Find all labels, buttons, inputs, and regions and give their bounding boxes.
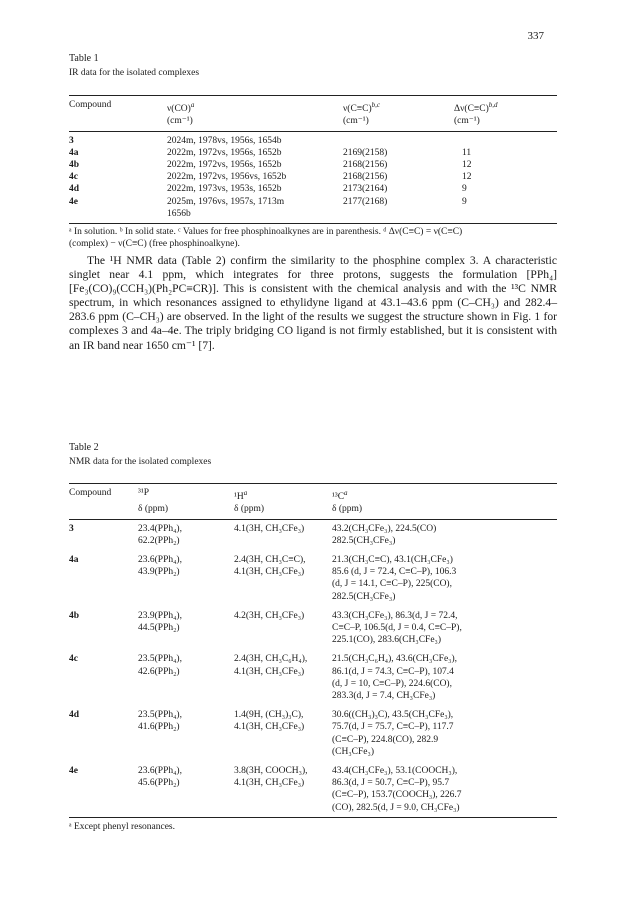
table1-cell-dcc: 9 <box>462 184 467 195</box>
table1-cell-co: 2022m, 1972vs, 1956vs, 1652b <box>167 172 287 183</box>
table-row <box>69 702 557 758</box>
table1-caption <box>69 52 199 80</box>
table2-unit-h: δ (ppm) <box>234 503 332 519</box>
table2-cell-h <box>234 646 332 702</box>
table1-cell-compound: 4c <box>69 172 78 183</box>
table1-cell-compound: 4e <box>69 196 78 207</box>
table1-cell-compound: 3 <box>69 135 74 146</box>
table1-header-co: ν(CO)$^a$ <box>167 96 343 116</box>
cell-line: 23.6(PPh₄), <box>138 766 182 777</box>
cell-line: 2.4(3H, CH₃C₆H₄), <box>234 654 308 665</box>
cell-line: 43.3(CH₃CFe₃), 86.3(d, J = 72.4, <box>332 610 458 621</box>
table1-cell-compound <box>69 208 167 220</box>
cell-line: 62.2(PPh₂) <box>138 535 180 546</box>
cell-line: 4.1(3H, CH₃CFe₃) <box>234 567 305 578</box>
table2-cell-h <box>234 603 332 647</box>
table1-cell-compound: 4b <box>69 159 80 170</box>
table-row <box>69 159 557 171</box>
table1-cell-co: 2025m, 1976vs, 1957s, 1713m <box>167 196 285 207</box>
cell-line: 4.1(3H, CH₃CFe₃) <box>234 666 305 677</box>
table2-cell-c <box>332 603 557 647</box>
cell-line: C≡C–P, 106.5(d, J = 0.4, C≡C–P), <box>332 622 462 633</box>
table-row <box>69 131 557 147</box>
table1-cell-dcc <box>454 131 557 147</box>
table2-cell-p <box>138 603 234 647</box>
cell-line: 21.3(CH₃C≡C), 43.1(CH₃CFe₃) <box>332 554 453 565</box>
table2-cell-p <box>138 702 234 758</box>
table1-unit-dcc: (cm⁻¹) <box>454 115 557 131</box>
table2-cell-p <box>138 519 234 547</box>
cell-line: 23.4(PPh₄), <box>138 523 182 534</box>
cell-line: 42.6(PPh₂) <box>138 666 180 677</box>
cell-line: 4.2(3H, CH₃CFe₃) <box>234 610 305 621</box>
table1-number: Table 1 <box>69 53 99 64</box>
cell-line: 23.6(PPh₄), <box>138 554 182 565</box>
table1-cell-dcc: 11 <box>462 147 472 158</box>
cell-line: 1.4(9H, (CH₃)₃C), <box>234 710 304 721</box>
cell-line: 43.2(CH₃CFe₃), 224.5(CO) <box>332 523 437 534</box>
table2-caption <box>69 441 211 469</box>
cell-line: 86.3(d, J = 50.7, C≡C–P), 95.7 <box>332 778 450 789</box>
table1-cell-cc: 2169(2158) <box>343 147 388 158</box>
table1-cell-co: 2022m, 1972vs, 1956s, 1652b <box>167 159 282 170</box>
table-row <box>69 519 557 547</box>
table1-cell-cc <box>343 131 454 147</box>
table2-footnote: ᵃ Except phenyl resonances. <box>69 822 176 832</box>
table-row <box>69 147 557 159</box>
cell-line: 75.7(d, J = 75.7, C≡C–P), 117.7 <box>332 722 454 733</box>
table2-header-h: $^1H^a$ <box>234 484 332 504</box>
table1-cell-dcc: 12 <box>462 159 472 170</box>
cell-line: 43.9(PPh₂) <box>138 567 180 578</box>
table1-bottom-rule <box>69 223 557 224</box>
cell-line: 225.1(CO), 283.6(CH₃CFe₃) <box>332 635 442 646</box>
cell-line: 23.5(PPh₄), <box>138 654 182 665</box>
table-row <box>69 758 557 814</box>
cell-line: (d, J = 14.1, C≡C–P), 225(CO), <box>332 579 452 590</box>
cell-line: 86.1(d, J = 74.3, C≡C–P), 107.4 <box>332 666 454 677</box>
cell-line: (CO), 282.5(d, J = 9.0, CH₃CFe₃) <box>332 802 460 813</box>
cell-line: 23.5(PPh₄), <box>138 710 182 721</box>
cell-line: 44.5(PPh₂) <box>138 622 180 633</box>
table2-unit-c: δ (ppm) <box>332 503 557 519</box>
table1-cell-dcc: 12 <box>462 172 472 183</box>
cell-line: 30.6((CH₃)₃C), 43.5(CH₃CFe₃), <box>332 710 454 721</box>
body-paragraph: The ¹H NMR data (Table 2) confirm the similarity to the phosphine complex 3. A characteristic singlet near 4.1 ppm, which integrates for three protons, suggests the formulation [PPh₄] [Fe₃(CO)₉(CCH₃)(Ph₂PC≡CR)]. This is consistent with the chemical analysis and with the ¹³C NMR spectrum, in which resonances assigned to ethylidyne ligand at 43.1–43.6 ppm (C–CH₃) and 282.4–283.6 ppm (C–CH₃) are observed. In the light of the results we suggest the structure shown in Fig. 1 for complexes 3 and 4a–4e. The triply bridging CO ligand is not firmly established, but it is consistent with an IR band near 1650 cm⁻¹ [7]. <box>69 254 557 352</box>
table1-unit-co: (cm⁻¹) <box>167 115 343 131</box>
cell-line: 4.1(3H, CH₃CFe₃) <box>234 778 305 789</box>
table1-cell-cc: 2177(2168) <box>343 196 388 207</box>
table2-cell-h <box>234 702 332 758</box>
table2-unit-p: δ (ppm) <box>138 503 234 519</box>
table1-cell-cc <box>343 208 454 220</box>
table1-title: IR data for the isolated complexes <box>69 68 200 78</box>
table1-cell-cc: 2168(2156) <box>343 172 388 183</box>
table1-cell-co: 2022m, 1973vs, 1953s, 1652b <box>167 184 282 195</box>
cell-line: 43.4(CH₃CFe₃), 53.1(COOCH₃), <box>332 766 458 777</box>
table-row <box>69 196 557 208</box>
table2-cell-compound: 4b <box>69 610 80 621</box>
table1-header-cc: $\nu(C\equiv C)^{b,c}$ <box>343 96 454 116</box>
table2-cell-c <box>332 702 557 758</box>
table2-header-p: ³¹P <box>138 484 234 504</box>
cell-line: 4.1(3H, CH₃CFe₃) <box>234 523 305 534</box>
cell-line: 283.3(d, J = 7.4, CH₃CFe₃) <box>332 691 436 701</box>
table2-cell-p <box>138 547 234 603</box>
cell-line: 21.5(CH₃C₆H₄), 43.6(CH₃CFe₃), <box>332 654 458 665</box>
table-row <box>69 171 557 183</box>
table1-cell-co: 2022m, 1972vs, 1956s, 1652b <box>167 147 282 158</box>
cell-line: 3.8(3H, COOCH₃), <box>234 766 308 777</box>
cell-line: (C≡C–P), 153.7(COOCH₃), 226.7 <box>332 790 462 801</box>
table2-cell-compound: 4e <box>69 766 78 777</box>
table1-cell-co: 2024m, 1978vs, 1956s, 1654b <box>167 135 282 146</box>
table2-header-compound: Compound <box>69 484 138 504</box>
table1-cell-dcc <box>454 208 557 220</box>
table1-cell-cc: 2173(2164) <box>343 184 388 195</box>
table2-title: NMR data for the isolated complexes <box>69 457 212 467</box>
cell-line: (C≡C–P), 224.8(CO), 282.9 <box>332 734 439 745</box>
table2-cell-c <box>332 646 557 702</box>
cell-line: 282.5(CH₃CFe₃) <box>332 535 396 546</box>
table1-cell-compound: 4a <box>69 147 79 158</box>
cell-line: 282.5(CH₃CFe₃) <box>332 591 396 602</box>
table2-cell-compound: 4d <box>69 710 80 721</box>
cell-line: 2.4(3H, CH₃C≡C), <box>234 554 306 565</box>
table-row <box>69 183 557 195</box>
table1-cell-cc: 2168(2156) <box>343 159 388 170</box>
cell-line: 41.6(PPh₂) <box>138 722 180 733</box>
table2-header-c: $^{13}C^a$ <box>332 484 557 504</box>
table2-cell-p <box>138 646 234 702</box>
table2-cell-compound: 3 <box>69 523 74 534</box>
table2-cell-c <box>332 758 557 814</box>
table2 <box>69 483 557 814</box>
table-row <box>69 603 557 647</box>
table1-cell-co: 1656b <box>167 208 191 219</box>
table1-header-dcc: $\Delta\nu(C\equiv C)^{b,d}$ <box>454 96 557 116</box>
table1-cell-compound: 4d <box>69 184 80 195</box>
table2-number: Table 2 <box>69 442 99 453</box>
table1 <box>69 95 557 220</box>
cell-line: 4.1(3H, CH₃CFe₃) <box>234 722 305 733</box>
table-row <box>69 547 557 603</box>
cell-line: 23.9(PPh₄), <box>138 610 182 621</box>
table1-unit-cc: (cm⁻¹) <box>343 115 454 131</box>
table1-header-compound: Compound <box>69 96 167 116</box>
table1-cell-dcc: 9 <box>462 196 467 207</box>
table2-cell-compound: 4a <box>69 554 79 565</box>
cell-line: 85.6 (d, J = 72.4, C≡C–P), 106.3 <box>332 567 457 578</box>
table-row <box>69 208 557 220</box>
table1-footnote: ᵃ In solution. ᵇ In solid state. ᶜ Values for free phosphinoalkynes are in parenthesis. ᵈ Δν(C≡C) = ν(C≡C) (complex) − ν(C≡C) (free phosphinoalkyne). <box>69 227 463 249</box>
table2-cell-h <box>234 547 332 603</box>
table-row <box>69 646 557 702</box>
cell-line: (CH₃CFe₃) <box>332 746 374 757</box>
table2-cell-h <box>234 519 332 547</box>
table2-cell-p <box>138 758 234 814</box>
table2-cell-c <box>332 547 557 603</box>
table2-bottom-rule <box>69 817 557 818</box>
table2-cell-compound: 4c <box>69 654 78 665</box>
table2-cell-h <box>234 758 332 814</box>
cell-line: 45.6(PPh₂) <box>138 778 180 789</box>
cell-line: (d, J = 10, C≡C–P), 224.6(CO), <box>332 678 452 689</box>
page-number: 337 <box>527 30 544 42</box>
table2-cell-c <box>332 519 557 547</box>
